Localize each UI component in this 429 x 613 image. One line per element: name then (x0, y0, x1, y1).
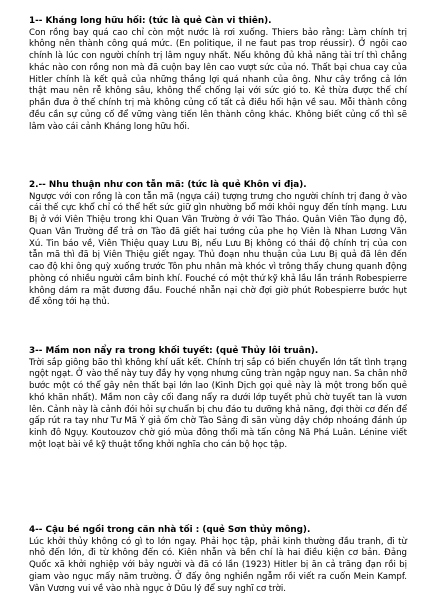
section-khang-long (29, 16, 407, 133)
section-heading: 4-- Cậu bé ngồi trong căn nhà tối : (quẻ Sơn thủy mông). (29, 525, 311, 535)
section-body: Con rồng bay quá cao chỉ còn một nước là rơi xuống. Thiers bảo rằng: Làm chính trị không nên thành công quá mức. (En politique, il ne faut pas trop réussir). Ở ngôi cao chính là lúc con người chính trị lâm nguy nhất. Nếu không đủ khả năng tài trí thì chẳng khác nào con rồng non mà đã cuộn bay lên cao vượt sức của nó. Thất bại chua cay của Hitler chính là kết quả của những thắng lợi quá nhanh của ông. Như cây trồng cả lớn thật mau nên rễ không sâu, không thể chống lại với sức gió to. Kẻ thừa được thế chí phần đưa ở thế chính trị mà không củng cố tất cả điều hối hận về sau. Mỗi thành công đều cần sự củng cố để vững vàng tiến lên thành công khác. Không biết củng cố thì sẽ lâm vào cái cảnh Kháng long hữu hối. (29, 27, 407, 132)
section-body: Trời sắp giông bão thì không khí uất kết. Chính trị sắp có biến chuyển lớn tất tình trạng ngột ngạt. Ở vào thế này tuy đầy hy vọng nhưng cũng tràn ngập nguy nan. Sa chân nhỡ bước một có thể gây nên thất bại lớn lao (Kinh Dịch gọi quẻ này là một trong bốn quẻ khó khăn nhất). Mầm non cây cối đang nẩy ra dưới lớp tuyết phủ chờ tuyết tan là vươn lên. Cảnh này là cảnh đói hỏi sự chuẩn bị chu đáo tu dưỡng khả năng, đợi thời cơ đến để gấp rút ra tay như Tư Mã Ý giả ốm chờ Tào Sảng đi săn vùng dậy chớp nhoáng đánh úp kinh đô Ngụy. Koutouzov chờ gió mùa đông thổi mà tấn công Nã Phá Luân. Lénine viết một loạt bài về kỹ thuật tổng khởi nghĩa cho cán bộ học tập. (29, 357, 407, 450)
section-body: Ngược với con rồng là con tẫn mã (ngựa cái) tượng trưng cho người chính trị đang ở vào cái thế cực khổ chỉ có thể hết sức giữ gìn nhường bổ mới khỏi nguy đến tính mạng. Lưu Bị ở với Viên Thiệu trong khi Quan Vân Trường ở với Tào Tháo. Quân Viên Tào đụng độ, Quan Vân Trường để trả ơn Tào đã giết hai tướng của phe họ Viên là Nhan Lương Văn Xú. Tin báo về, Viên Thiệu quay Lưu Bị, nếu Lưu Bị không có thái độ chính trị của con tẫn mã thì đã bị Viên Thiệu giết ngay. Thủ đoạn nhu thuận của Lưu Bị quả đã lên đến cao độ khi ông quỳ xuống trước Tôn phu nhân mà khóc vì trông thấy chung quanh động phòng có nhiều người cầm binh khí. Fouché có một thứ kỹ khả lầu lần tránh Robespierre không dám ra mặt đương đầu. Fouché nhẫn nại chờ đợi giờ phút Robespierre bước hụt để xông tới hạ thủ. (29, 191, 407, 308)
section-heading: 2.-- Nhu thuận như con tẫn mã: (tức là quẻ Khôn vi địa). (29, 180, 307, 190)
section-nhu-thuan (29, 180, 407, 309)
section-cau-be (29, 525, 407, 595)
section-heading: 1-- Kháng long hữu hối: (tức là quẻ Càn vi thiên). (29, 16, 272, 26)
section-body: Lúc khởi thủy không có gì to lớn ngay. Phải học tập, phải kinh thường đầu tranh, đi từ nhỏ đến lớn, đi từ không đến có. Kiên nhẫn và bền chí là hai điều kiện cơ bản. Đảng Quốc xã khởi nghiệp với bảy người và đã có lần (1923) Hitler bị ăn cả trăng đạn rồi bị giam vào ngục mấy năm trường. Ở đấy ông nghiền ngẫm rồi viết ra cuốn Mein Kampf. Vân Vương vui về vào nhà ngục ở Dũu lý để suy nghĩ cơ trời. (29, 536, 407, 594)
section-heading: 3-- Mầm non nẩy ra trong khối tuyết: (quẻ Thủy lôi truân). (29, 346, 319, 356)
section-mam-non (29, 346, 407, 452)
